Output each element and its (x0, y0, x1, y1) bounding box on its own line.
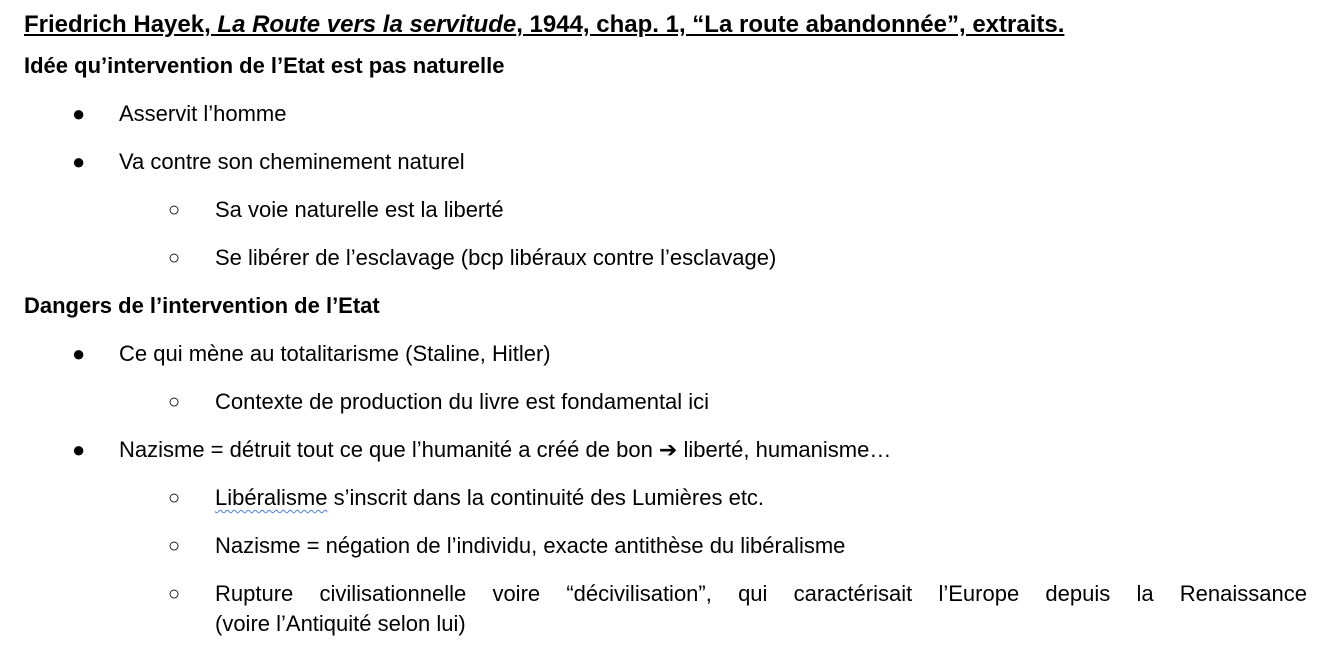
hollow-bullet-icon: ○ (168, 391, 181, 413)
title-work: La Route vers la servitude (217, 11, 517, 38)
filled-bullet-icon: ● (72, 101, 86, 126)
filled-bullet-icon: ● (72, 149, 86, 174)
sub-list-item-text: s’inscrit dans la continuité des Lumières etc. (327, 485, 765, 510)
list-item (24, 147, 1324, 177)
section-list-natural (24, 99, 1324, 273)
hollow-bullet-icon: ○ (168, 583, 181, 605)
hollow-bullet-icon: ○ (168, 247, 181, 269)
sub-list-item-text: Nazisme = négation de l’individu, exacte antithèse du libéralisme (215, 533, 846, 558)
hollow-bullet-icon: ○ (168, 487, 181, 509)
list-item-text: Va contre son cheminement naturel (119, 149, 465, 174)
section-heading-natural: Idée qu’intervention de l’Etat est pas naturelle (24, 53, 505, 78)
section-list-dangers (24, 339, 1324, 639)
sub-list-item-text: Se libérer de l’esclavage (bcp libéraux contre l’esclavage) (215, 245, 777, 270)
sub-list-item (24, 243, 1324, 273)
sub-list-item-text: Contexte de production du livre est fondamental ici (215, 389, 710, 414)
sub-list-item (24, 531, 1324, 561)
section-heading-dangers: Dangers de l’intervention de l’Etat (24, 293, 380, 318)
list-item (24, 99, 1324, 129)
title-author: Friedrich Hayek, (24, 11, 218, 38)
list-item (24, 435, 1324, 465)
list-item-text: Nazisme = détruit tout ce que l’humanité a créé de bon ➔ liberté, humanisme… (119, 437, 892, 462)
list-item-text: Asservit l’homme (119, 101, 287, 126)
filled-bullet-icon: ● (72, 437, 86, 462)
list-item-text: Ce qui mène au totalitarisme (Staline, Hitler) (119, 341, 551, 366)
hollow-bullet-icon: ○ (168, 199, 181, 221)
list-item (24, 339, 1324, 369)
hollow-bullet-icon: ○ (168, 535, 181, 557)
filled-bullet-icon: ● (72, 341, 86, 366)
sub-list-item (24, 579, 1324, 639)
sub-list-item (24, 483, 1324, 513)
document-title (24, 8, 1324, 42)
sub-list-item (24, 195, 1324, 225)
title-rest: , 1944, chap. 1, “La route abandonnée”, extraits. (516, 11, 1065, 38)
sub-list-item-text: Sa voie naturelle est la liberté (215, 197, 504, 222)
sub-list-item-text-line-2: (voire l’Antiquité selon lui) (215, 611, 466, 636)
spellcheck-flagged-word[interactable]: Libéralisme (215, 485, 328, 510)
sub-list-item-text-line-1: Rupture civilisationnelle voire “décivilisation”, qui caractérisait l’Europe depuis la Renaissance (215, 581, 1307, 606)
sub-list-item (24, 387, 1324, 417)
